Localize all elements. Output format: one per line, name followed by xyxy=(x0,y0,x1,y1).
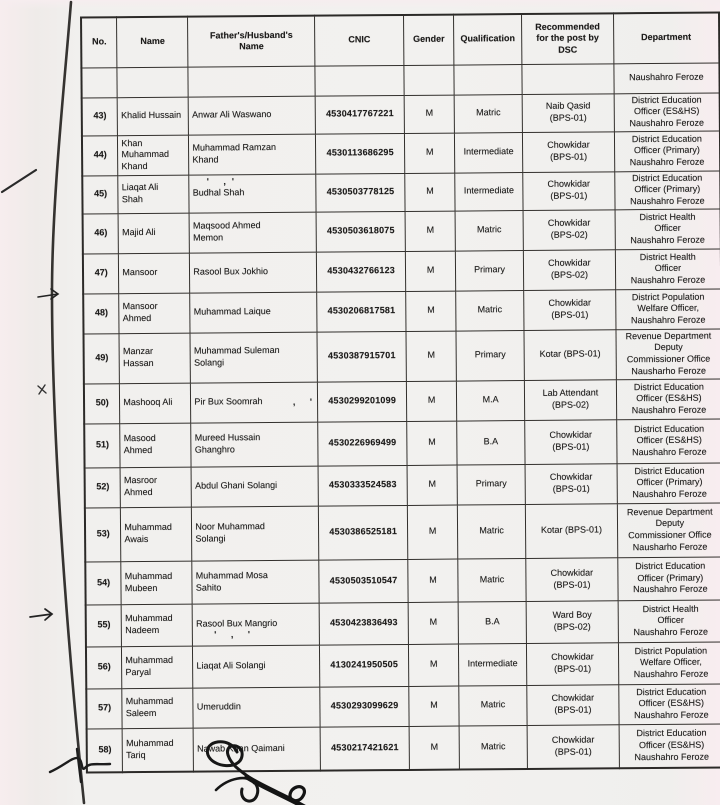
cell-father xyxy=(189,96,316,135)
cell-name: Khalid Hussain xyxy=(117,97,188,136)
cell-name: Muhammad Paryal xyxy=(122,646,193,689)
father-name-text: Muhammad Suleman Solangi xyxy=(193,345,280,368)
subheader-cell-no xyxy=(81,67,117,97)
cell-father xyxy=(193,727,320,772)
cell-cnic: 4530226969499 xyxy=(318,421,408,466)
handwritten-note: ' ,' xyxy=(206,176,241,187)
table-row xyxy=(86,600,720,647)
cell-department: Revenue Department Deputy Commissioner Office Nausharho Feroze xyxy=(616,329,720,380)
cell-no: 46) xyxy=(83,213,119,253)
cell-recommended: Chowkidar (BPS-02) xyxy=(523,209,615,250)
father-name-text: Mureed Hussain Ghanghro xyxy=(194,432,261,455)
cell-no: 49) xyxy=(84,333,120,383)
cell-gender: M xyxy=(406,251,456,291)
cell-gender: M xyxy=(408,505,458,559)
cell-recommended: Kotar (BPS-01) xyxy=(524,329,616,380)
cell-department: District Education Officer (Primary) Naushahro Feroze xyxy=(618,557,720,601)
table-row xyxy=(82,131,720,176)
cell-recommended: Lab Attendant (BPS-02) xyxy=(525,379,617,420)
cell-no: 55) xyxy=(86,604,122,646)
cell-no: 57) xyxy=(86,688,122,728)
table-body xyxy=(81,62,720,772)
cell-recommended: Chowkidar (BPS-01) xyxy=(527,724,619,769)
father-name-text: Noor Muhammad Solangi xyxy=(195,521,265,544)
cell-father xyxy=(191,382,318,423)
handwritten-note: ' , ' xyxy=(214,629,257,640)
cell-department: District Education Officer (Primary) Naushahro Feroze xyxy=(617,463,720,504)
margin-arrow-icon xyxy=(30,609,52,620)
father-name-text: Rasool Bux Jokhio xyxy=(193,266,268,277)
father-name-text: Muhammad Mosa Sahito xyxy=(195,569,268,593)
cell-father xyxy=(193,645,320,688)
cell-name: Manzar Hassan xyxy=(119,333,190,384)
cell-department: District Education Officer (ES&HS) Naushahro Feroze xyxy=(616,419,720,464)
cell-recommended: Chowkidar (BPS-01) xyxy=(523,171,615,210)
cell-father xyxy=(193,687,320,728)
cell-name: Muhammad Mubeen xyxy=(121,561,192,605)
cell-recommended: Chowkidar (BPS-01) xyxy=(527,684,619,725)
cell-gender: M xyxy=(409,686,459,726)
table-row xyxy=(83,289,720,334)
column-header-department: Department xyxy=(613,12,719,63)
father-name-text: Anwar Ali Waswano xyxy=(192,109,272,120)
cell-father xyxy=(192,506,319,561)
cell-qualification: Matric xyxy=(457,504,526,559)
cell-cnic: 4530417767221 xyxy=(315,95,405,134)
father-name-text: Muhammad Ramzan Khand xyxy=(192,142,276,165)
cell-gender: M xyxy=(405,173,455,211)
cell-qualification: Intermediate xyxy=(458,643,527,686)
cell-father xyxy=(193,603,320,646)
cell-gender: M xyxy=(406,291,456,331)
cell-cnic: 4530386525181 xyxy=(318,505,408,560)
table-row xyxy=(83,209,720,254)
cell-cnic: 4530503778125 xyxy=(316,173,406,212)
cell-gender: M xyxy=(405,211,455,251)
cell-recommended: Chowkidar (BPS-01) xyxy=(525,419,617,464)
cell-no: 47) xyxy=(83,253,119,293)
cell-no: 51) xyxy=(84,423,120,467)
column-header-father: Father's/Husband's Name xyxy=(188,16,315,67)
cell-cnic: 4530503618075 xyxy=(316,211,406,252)
subheader-cell-department: Naushahro Feroze xyxy=(614,62,720,93)
cell-father xyxy=(191,466,318,507)
cell-gender: M xyxy=(407,465,457,505)
margin-arrow-icon xyxy=(38,289,58,299)
cell-qualification: Matric xyxy=(459,725,528,770)
father-name-text: Liaqat Ali Solangi xyxy=(196,660,266,671)
cell-name: Mansoor Ahmed xyxy=(119,293,190,334)
cell-no: 54) xyxy=(85,561,121,604)
signature-icon xyxy=(216,778,254,790)
cell-cnic: 4530293099629 xyxy=(320,686,410,727)
cell-no: 58) xyxy=(87,728,123,772)
father-name-text: Umeruddin xyxy=(196,701,241,712)
cell-cnic: 4130241950505 xyxy=(319,644,409,687)
cell-qualification: B.A xyxy=(457,420,526,465)
cell-no: 44) xyxy=(82,135,118,175)
cell-qualification: Primary xyxy=(457,464,526,505)
cell-qualification: Primary xyxy=(455,250,524,291)
cell-cnic: 4530299201099 xyxy=(317,381,407,422)
table-row xyxy=(85,557,720,605)
table-row xyxy=(82,92,720,135)
cell-gender: M xyxy=(408,602,458,644)
column-header-no: No. xyxy=(81,17,117,67)
margin-tick-icon xyxy=(38,385,46,394)
cell-recommended: Chowkidar (BPS-02) xyxy=(523,249,615,290)
cell-name: Mashooq Ali xyxy=(120,383,191,424)
cell-father xyxy=(191,422,318,467)
cell-gender: M xyxy=(407,421,457,465)
cell-qualification: Matric xyxy=(456,290,525,331)
cell-recommended: Naib Qasid (BPS-01) xyxy=(522,93,614,132)
father-name-text: Budhal Shah ' ,' xyxy=(192,176,245,198)
column-header-name: Name xyxy=(117,17,188,68)
cell-cnic: 4530333524583 xyxy=(318,465,408,506)
cell-recommended: Chowkidar (BPS-01) xyxy=(526,557,618,601)
father-name-text: Maqsood Ahmed Memon xyxy=(192,220,261,243)
column-header-cnic: CNIC xyxy=(315,15,405,66)
cell-name: Mansoor xyxy=(119,253,190,294)
cell-qualification: Intermediate xyxy=(455,172,523,211)
handwritten-note: , ' xyxy=(292,396,319,408)
cell-department: District Health Officer Naushahro Feroze xyxy=(618,600,720,643)
cell-father xyxy=(192,560,319,604)
subheader-cell-recommended xyxy=(522,63,614,94)
subheader-cell-cnic xyxy=(315,65,404,96)
cell-department: District Population Welfare Officer, Naushahro Feroze xyxy=(618,642,720,685)
table-row xyxy=(82,171,720,214)
pen-flick-icon xyxy=(247,777,306,805)
fold-line-icon xyxy=(52,2,84,803)
pen-flick-icon xyxy=(290,787,304,801)
signature-tail-icon xyxy=(77,749,81,782)
cell-department: District Health Officer Naushahro Feroze xyxy=(615,249,720,290)
column-header-gender: Gender xyxy=(404,15,454,65)
cell-name: Muhammad Awais xyxy=(121,507,192,562)
cell-recommended: Chowkidar (BPS-01) xyxy=(525,463,617,504)
table-row xyxy=(84,379,720,424)
cell-qualification: Primary xyxy=(456,330,525,381)
cell-qualification: Intermediate xyxy=(454,132,523,173)
subheader-cell-father xyxy=(188,66,315,97)
cell-department: District Education Officer (ES&HS) Naushahro Feroze xyxy=(619,724,720,769)
cell-department: District Education Officer (ES&HS) Naushahro Feroze xyxy=(619,684,720,725)
cell-qualification: M.A xyxy=(456,380,525,421)
cell-gender: M xyxy=(404,95,454,133)
cell-department: District Population Welfare Officer, Naushahro Feroze xyxy=(615,289,720,330)
father-name-text: Nawab Khan Qaimani xyxy=(197,742,285,754)
cell-department: Revenue Department Deputy Commissioner Office Nausharho Feroze xyxy=(617,503,720,558)
subheader-cell-gender xyxy=(404,65,454,95)
cell-name: Masroor Ahmed xyxy=(120,467,191,508)
cell-qualification: Matric xyxy=(458,558,527,602)
cell-name: Khan Muhammad Khand xyxy=(118,135,189,176)
cell-recommended: Chowkidar (BPS-01) xyxy=(524,289,616,330)
cell-gender: M xyxy=(407,381,457,421)
cell-gender: M xyxy=(408,559,458,602)
table-row xyxy=(83,249,720,294)
father-name-text: Pir Bux Soomrah , ' xyxy=(194,396,319,408)
cell-cnic: 4530387915701 xyxy=(317,331,407,382)
cell-name: Masood Ahmed xyxy=(120,423,191,468)
cell-recommended: Kotar (BPS-01) xyxy=(525,503,617,558)
header-row xyxy=(81,12,719,67)
cell-department: District Education Officer (Primary) Naushahro Feroze xyxy=(614,131,720,172)
cell-name: Muhammad Saleem xyxy=(122,688,193,729)
cell-name: Muhammad Tariq xyxy=(122,728,193,773)
father-name-text: Muhammad Laique xyxy=(193,306,271,317)
cell-no: 52) xyxy=(85,467,121,507)
column-header-qualification: Qualification xyxy=(453,14,522,65)
cell-gender: M xyxy=(405,133,455,173)
cell-gender: M xyxy=(406,331,456,381)
cell-cnic: 4530206817581 xyxy=(317,291,407,332)
cell-name: Majid Ali xyxy=(118,213,189,254)
table-row xyxy=(86,684,720,729)
cell-father xyxy=(190,332,317,383)
cell-father xyxy=(189,174,316,213)
cell-qualification: Matric xyxy=(455,210,524,251)
cell-recommended: Chowkidar (BPS-01) xyxy=(523,131,615,172)
table-row xyxy=(84,329,720,384)
table-row xyxy=(86,642,720,689)
column-header-recommended: Recommended for the post by DSC xyxy=(522,13,614,64)
cell-department: District Education Officer (ES&HS) Naushahro Feroze xyxy=(616,379,720,420)
cell-cnic: 4530113686295 xyxy=(315,133,405,174)
applicants-table xyxy=(80,11,720,773)
cell-name: Liaqat Ali Shah xyxy=(118,175,189,214)
cell-cnic: 4530217421621 xyxy=(320,726,410,771)
cell-name: Muhammad Nadeem xyxy=(121,604,192,647)
table-header xyxy=(81,12,719,67)
subheader-cell-qualification xyxy=(454,64,522,95)
cell-department: District Education Officer (ES&HS) Naushahro Feroze xyxy=(614,92,720,131)
cell-father xyxy=(190,292,317,333)
cell-no: 50) xyxy=(84,383,120,423)
table-row xyxy=(87,724,720,773)
table-row xyxy=(84,419,720,468)
cell-father xyxy=(190,252,317,293)
cell-no: 56) xyxy=(86,646,122,688)
cell-qualification: Matric xyxy=(459,685,528,726)
cell-no: 53) xyxy=(85,507,121,561)
cell-department: District Education Officer (Primary) Naushahro Feroze xyxy=(614,171,720,210)
cell-gender: M xyxy=(409,644,459,686)
cell-cnic: 4530503510547 xyxy=(319,559,409,603)
cell-recommended: Ward Boy (BPS-02) xyxy=(526,600,618,643)
pen-stroke-icon xyxy=(2,170,36,192)
cell-gender: M xyxy=(409,726,459,770)
cell-father xyxy=(189,212,316,253)
cell-no: 45) xyxy=(82,175,118,213)
cell-qualification: B.A xyxy=(458,601,527,644)
cell-qualification: Matric xyxy=(454,94,522,133)
cell-no: 43) xyxy=(82,97,118,135)
father-name-text: Rasool Bux Mangrio ' , ' xyxy=(196,618,278,640)
cell-cnic: 4530432766123 xyxy=(316,251,406,292)
table-row xyxy=(85,463,720,508)
cell-cnic: 4530423836493 xyxy=(319,602,409,645)
cell-department: District Health Officer Naushahro Feroze xyxy=(615,209,720,250)
table-row xyxy=(85,503,720,562)
cell-father xyxy=(189,134,316,175)
cell-recommended: Chowkidar (BPS-01) xyxy=(527,642,619,685)
subheader-cell-name xyxy=(117,67,188,98)
father-name-text: Abdul Ghani Solangi xyxy=(195,480,278,491)
cell-no: 48) xyxy=(83,293,119,333)
